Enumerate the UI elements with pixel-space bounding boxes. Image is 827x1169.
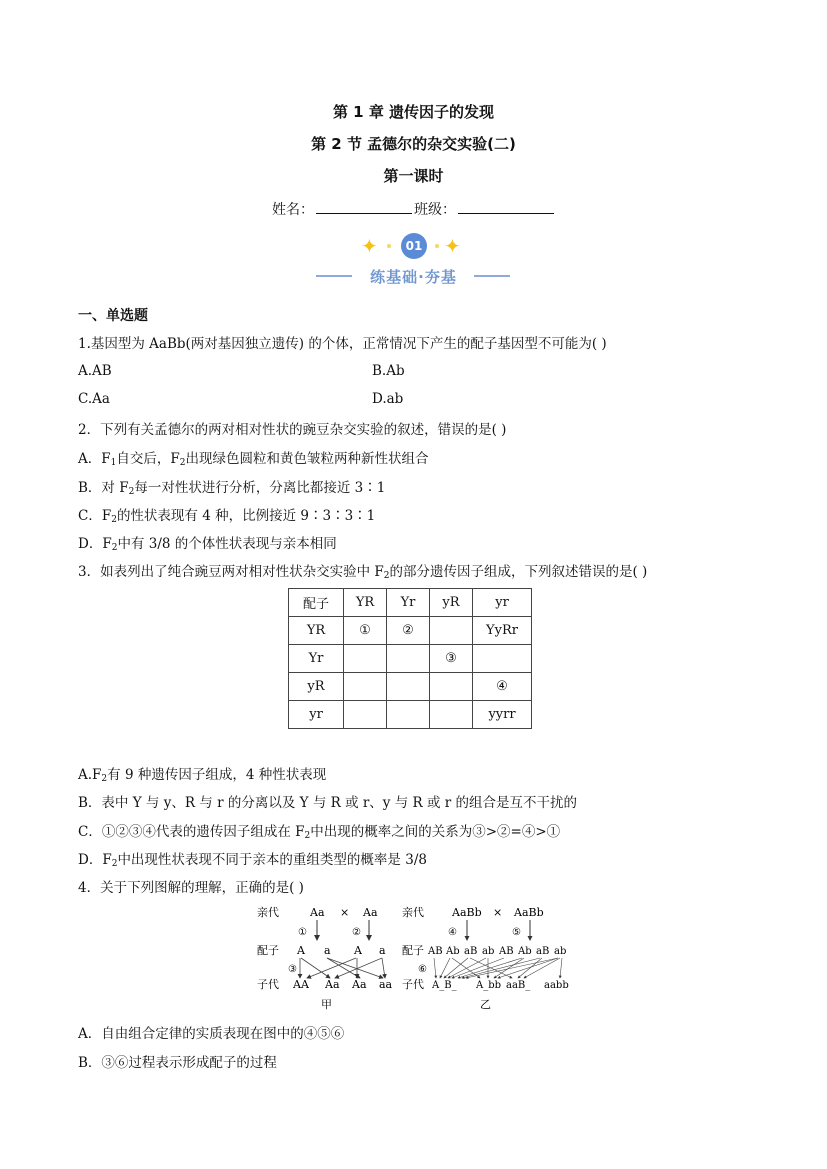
table-cell: YyRr — [473, 617, 532, 645]
subscript: 2 — [179, 458, 186, 468]
text: 中有 3/8 的个体性状表现与亲本相同 — [117, 536, 337, 552]
parent-genotype: Aa — [310, 906, 325, 919]
step-label: ⑥ — [418, 964, 427, 975]
name-blank[interactable] — [316, 201, 412, 214]
text: 的部分遗传因子组成，下列叙述错误的是( ) — [389, 564, 648, 580]
text: 有 9 种遗传因子组成，4 种性状表现 — [107, 767, 327, 783]
text: B．对 F — [78, 480, 129, 496]
text: 出现绿色圆粒和黄色皱粒两种新性状组合 — [185, 451, 429, 467]
table-cell — [473, 645, 532, 673]
gamete: a — [379, 944, 386, 957]
gamete: ab — [482, 946, 495, 957]
text: 3．如表列出了纯合豌豆两对相对性状杂交实验中 F — [78, 564, 384, 580]
gamete: ab — [554, 946, 567, 957]
q1-option-b[interactable]: B.Ab — [372, 363, 405, 379]
gamete: A — [354, 944, 362, 957]
q3-option-c[interactable] — [78, 820, 560, 841]
table-cell: yR — [289, 673, 344, 701]
table-cell: ④ — [473, 673, 532, 701]
table-cell — [344, 645, 387, 673]
text: D．F — [78, 536, 112, 552]
banner-text: 练基础·夯基 — [370, 268, 457, 286]
step-label: ④ — [448, 927, 457, 938]
section-heading: 一、单选题 — [78, 308, 148, 324]
table-header-cell: yr — [473, 589, 532, 617]
gamete: aB — [536, 946, 550, 957]
star-icon: ✦ — [361, 234, 378, 258]
q3-option-a[interactable] — [78, 763, 326, 784]
q2-option-c[interactable] — [78, 504, 375, 525]
text: A.F — [78, 767, 102, 783]
name-class-line — [272, 199, 556, 219]
q2-option-a[interactable] — [78, 447, 428, 468]
parent-label: 亲代 — [257, 906, 279, 919]
table-header-cell: Yr — [387, 589, 430, 617]
text: 中出现性状表现不同于亲本的重组类型的概率是 3/8 — [117, 852, 427, 868]
offspring: A_bb — [476, 980, 502, 991]
table-row — [289, 645, 532, 673]
section-number-badge: 01 — [401, 233, 427, 259]
table-cell — [344, 673, 387, 701]
gamete: aB — [464, 946, 478, 957]
cross-symbol: × — [493, 906, 503, 919]
subscript: 2 — [101, 774, 108, 784]
table-cell: ③ — [430, 645, 473, 673]
q3-option-b[interactable] — [78, 791, 577, 811]
diagram-yi — [400, 902, 575, 1012]
table-cell: yr — [289, 701, 344, 729]
parent-label: 亲代 — [402, 906, 424, 919]
table-row — [289, 617, 532, 645]
offspring-label: 子代 — [257, 978, 279, 991]
gamete: Ab — [446, 946, 460, 957]
q1-option-c[interactable]: C.Aa — [78, 391, 110, 407]
subscript: 2 — [304, 831, 311, 841]
table-row — [289, 701, 532, 729]
step-label: ③ — [288, 964, 297, 975]
table-cell — [430, 701, 473, 729]
text: C．①②③④代表的遗传因子组成在 F — [78, 824, 305, 840]
gamete: a — [324, 944, 331, 957]
gamete: AB — [428, 946, 443, 957]
text: 自交后，F — [116, 451, 180, 467]
parent-genotype: Aa — [363, 906, 378, 919]
q4-option-a[interactable]: A．自由组合定律的实质表现在图中的④⑤⑥ — [78, 1026, 345, 1042]
table-cell — [387, 645, 430, 673]
class-blank[interactable] — [458, 201, 554, 214]
subscript: 2 — [111, 543, 118, 553]
text: D．F — [78, 852, 112, 868]
cross-symbol: × — [340, 906, 350, 919]
offspring: aabb — [544, 980, 569, 991]
text: A．F — [78, 451, 111, 467]
table-header-row — [289, 589, 532, 617]
gamete-table — [288, 588, 532, 729]
offspring: aa — [379, 978, 393, 991]
text: C．F — [78, 508, 112, 524]
offspring: aaB_ — [506, 980, 531, 991]
q3-option-d[interactable] — [78, 848, 427, 869]
table-cell: ① — [344, 617, 387, 645]
gamete: AB — [499, 946, 514, 957]
text: B．表中 Y 与 y、R 与 r 的分离以及 Y 与 R 或 r、y 与 R 或 r 的组合是互不干扰的 — [78, 795, 578, 811]
subscript: 2 — [128, 487, 135, 497]
diagram-caption: 乙 — [480, 998, 491, 1011]
offspring: Aa — [352, 978, 367, 991]
section-title-heading: 第 2 节 孟德尔的杂交实验(二) — [311, 135, 516, 153]
gamete: Ab — [518, 946, 532, 957]
q1-option-d[interactable]: D.ab — [372, 391, 404, 407]
subscript: 2 — [383, 571, 390, 581]
gamete-label: 配子 — [402, 944, 424, 957]
offspring: A_B_ — [432, 980, 457, 991]
subscript: 1 — [110, 458, 117, 468]
table-cell — [387, 701, 430, 729]
table-cell — [344, 701, 387, 729]
offspring: Aa — [325, 978, 340, 991]
parent-genotype: AaBb — [514, 906, 544, 919]
step-label: ② — [352, 927, 361, 938]
chapter-title: 第 1 章 遗传因子的发现 — [332, 103, 495, 121]
table-cell: YR — [289, 617, 344, 645]
gamete-label: 配子 — [257, 944, 279, 957]
step-label: ⑤ — [512, 927, 521, 938]
table-cell: ② — [387, 617, 430, 645]
text: 的性状表现有 4 种，比例接近 9∶3∶3∶1 — [116, 508, 376, 524]
q4-option-b[interactable]: B．③⑥过程表示形成配子的过程 — [78, 1055, 277, 1071]
banner-rule-right — [474, 275, 510, 277]
table-cell — [430, 617, 473, 645]
q1-option-a[interactable]: A.AB — [78, 363, 112, 379]
offspring-label: 子代 — [402, 978, 424, 991]
name-label: 姓名： — [272, 202, 314, 218]
question-4-stem: 4．关于下列图解的理解，正确的是( ) — [78, 880, 304, 896]
step-label: ① — [298, 927, 307, 938]
table-header-cell: yR — [430, 589, 473, 617]
dot-decoration — [435, 244, 439, 248]
cross-arrows — [434, 958, 562, 978]
class-label: 班级： — [414, 202, 456, 218]
question-2-stem: 2．下列有关孟德尔的两对相对性状的豌豆杂交实验的叙述，错误的是( ) — [78, 422, 507, 438]
subscript: 2 — [111, 515, 117, 525]
table-row — [289, 673, 532, 701]
question-3-stem — [78, 560, 647, 581]
table-cell — [430, 673, 473, 701]
star-icon: ✦ — [444, 234, 461, 258]
text: 每一对性状进行分析，分离比都接近 3∶1 — [134, 480, 386, 496]
table-header-cell: YR — [344, 589, 387, 617]
offspring: AA — [293, 978, 309, 991]
question-1-stem: 1.基因型为 AaBb(两对基因独立遗传) 的个体，正常情况下产生的配子基因型不可能为( ) — [78, 336, 607, 352]
table-cell: Yr — [289, 645, 344, 673]
subscript: 2 — [111, 859, 118, 869]
lesson-title: 第一课时 — [383, 167, 444, 185]
q2-option-b[interactable] — [78, 476, 385, 497]
diagram-caption: 甲 — [321, 998, 332, 1011]
gamete: A — [297, 944, 305, 957]
cross-arrows — [300, 958, 385, 978]
parent-genotype: AaBb — [452, 906, 482, 919]
q2-option-d[interactable] — [78, 532, 337, 553]
table-header-cell: 配子 — [289, 589, 344, 617]
table-cell: yyrr — [473, 701, 532, 729]
diagram-jia — [255, 902, 395, 1012]
table-cell — [387, 673, 430, 701]
text: 中出现的概率之间的关系为③>②=④>① — [310, 824, 561, 840]
dot-decoration — [387, 244, 391, 248]
